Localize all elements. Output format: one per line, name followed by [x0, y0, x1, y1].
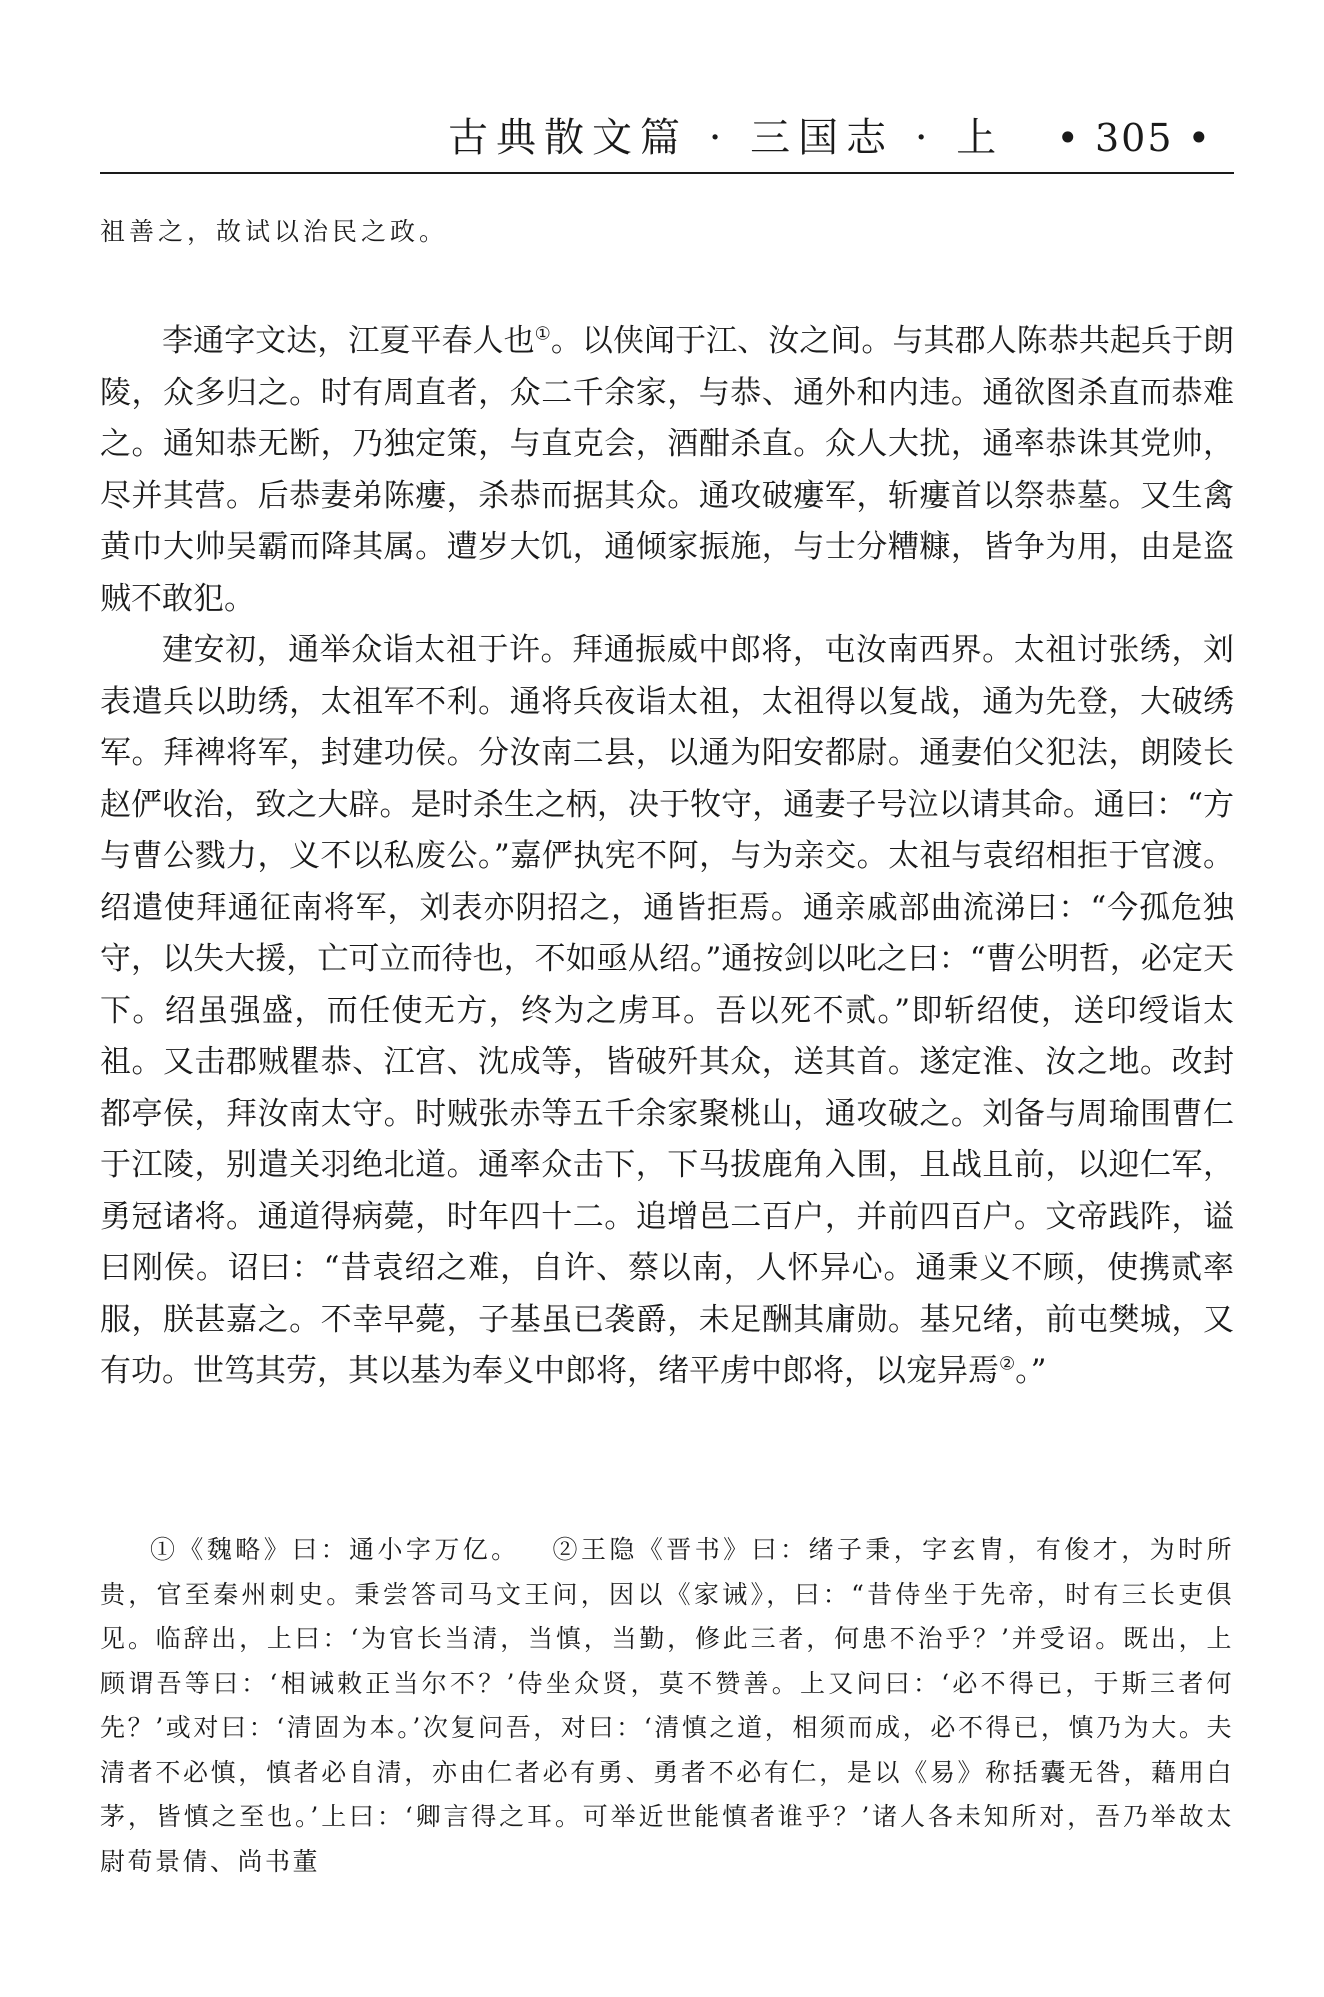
header-rule [100, 172, 1234, 174]
footnote-marker: ② [999, 1353, 1016, 1375]
paragraph-text: 建安初，通举众诣太祖于许。拜通振威中郎将，屯汝南西界。太祖讨张绣，刘表遣兵以助绣，太祖军不利。通将兵夜诣太祖，太祖得以复战，通为先登，大破绣军。拜裨将军，封建功侯。分汝南二县，以通为阳安都尉。通妻伯父犯法，朗陵长赵俨收治，致之大辟。是时杀生之柄，决于牧守，通妻子号泣以请其命。通曰：“方与曹公戮力，义不以私废公。”嘉俨执宪不阿，与为亲交。太祖与袁绍相拒于官渡。绍遣使拜通征南将军，刘表亦阴招之，通皆拒焉。通亲戚部曲流涕曰：“今孤危独守，以失大援，亡可立而待也，不如亟从绍。”通按剑以叱之曰：“曹公明哲，必定天下。绍虽强盛，而任使无方，终为之虏耳。吾以死不贰。”即斩绍使，送印绶诣太祖。又击郡贼瞿恭、江宫、沈成等，皆破歼其众，送其首。遂定淮、汝之地。改封都亭侯，拜汝南太守。时贼张赤等五千余家聚桃山，通攻破之。刘备与周瑜围曹仁于江陵，别遣关羽绝北道。通率众击下，下马拔鹿角入围，且战且前，以迎仁军，勇冠诸将。通道得病薨，时年四十二。追增邑二百户，并前四百户。文帝践阼，谥曰刚侯。诏曰：“昔袁绍之难，自许、蔡以南，人怀异心。通秉义不顾，使携贰率服，朕甚嘉之。不幸早薨，子基虽已袭爵，未足酬其庸勋。基兄绪，前屯樊城，又有功。世笃其劳，其以基为奉义中郎将，绪平虏中郎将，以宠异焉 [100, 632, 1234, 1389]
paragraph-text: 。” [1015, 1353, 1047, 1389]
running-header [100, 108, 1234, 168]
continuation-line: 祖善之，故试以治民之政。 [100, 217, 449, 246]
page-number: • 305 • [1056, 116, 1212, 160]
note-2: ②王隐《晋书》曰：绪子秉，字玄胄，有俊才，为时所贵，官至秦州刺史。秉尝答司马文王问，因以《家诫》，曰：“昔侍坐于先帝，时有三长吏俱见。临辞出，上曰：‘为官长当清，当慎，当勤，修此三者，何患不治乎？’并受诏。既出，上顾谓吾等曰：‘相诫敕正当尔不？’侍坐众贤，莫不赞善。上又问曰：‘必不得已，于斯三者何先？’或对曰：‘清固为本。’次复问吾，对曰：‘清慎之道，相须而成，必不得已，慎乃为大。夫清者不必慎，慎者必自清，亦由仁者必有勇、勇者不必有仁，是以《易》称括囊无咎，藉用白茅，皆慎之至也。’上曰：‘卿言得之耳。可举近世能慎者谁乎？’诸人各未知所对，吾乃举故太尉荀景倩、尚书董 [100, 1535, 1234, 1876]
header-title: 古典散文篇 · 三国志 · 上 [448, 115, 1005, 161]
paragraph [100, 316, 1234, 625]
paragraph-text: 李通字文达，江夏平春人也 [162, 323, 535, 359]
note-paragraph [100, 1528, 1234, 1884]
annotation-notes [100, 1528, 1234, 1884]
paragraph-text: 。以侠闻于江、汝之间。与其郡人陈恭共起兵于朗陵，众多归之。时有周直者，众二千余家，与恭、通外和内违。通欲图杀直而恭难之。通知恭无断，乃独定策，与直克会，酒酣杀直。众人大扰，通率恭诛其党帅，尽并其营。后恭妻弟陈瘻，杀恭而据其众。通攻破瘻军，斩瘻首以祭恭墓。又生禽黄巾大帅吴霸而降其属。遭岁大饥，通倾家振施，与士分糟糠，皆争为用，由是盗贼不敢犯。 [100, 323, 1235, 617]
main-text [100, 316, 1234, 1398]
note-1: ①《魏略》曰：通小字万亿。 [150, 1535, 520, 1564]
book-page [100, 0, 1234, 1997]
footnote-marker: ① [534, 323, 551, 345]
paragraph [100, 625, 1234, 1398]
